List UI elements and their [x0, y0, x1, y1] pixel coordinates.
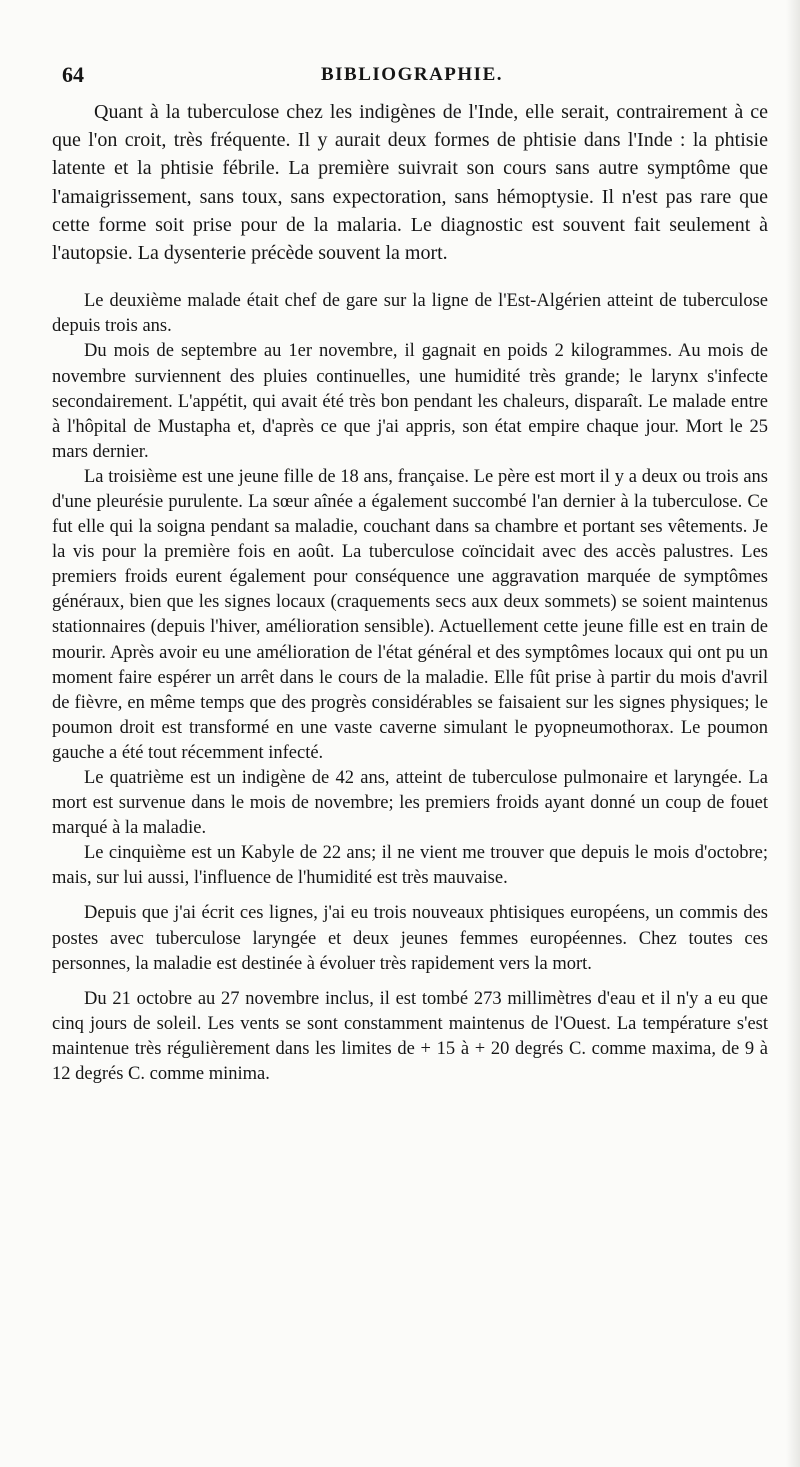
page-header: [62, 62, 762, 92]
paragraph-weather: Du 21 octobre au 27 novembre inclus, il est tombé 273 millimètres d'eau et il n'y a eu que cinq jours de soleil. Les vents se sont constamment maintenus de l'Ouest. La température s'est maintenue très régulièrement dans les limites de + 15 à + 20 degrés C. comme maxima, de 9 à 12 degrés C. comme minima.: [52, 988, 768, 1085]
case-reports: [52, 289, 768, 1087]
paragraph-second-patient: Le deuxième malade était chef de gare sur la ligne de l'Est-Algérien atteint de tuberculose depuis trois ans.: [52, 291, 768, 337]
page-edge-shadow: [786, 0, 800, 1467]
page-number: 64: [62, 62, 84, 87]
page-body: [52, 98, 768, 1087]
paragraph-intro: Quant à la tuberculose chez les indigènes de l'Inde, elle serait, contrairement à ce que l'on croit, très fréquente. Il y aurait deux formes de phtisie dans l'Inde : la phtisie latente et la phtisie fébrile. La première suivrait son cours sans autre symptôme que l'amaigrissement, sans toux, sans expectoration, sans hémoptysie. Il n'est pas rare que cette forme soit prise pour de la malaria. Le diagnostic est souvent fait seulement à l'autopsie. La dysenterie précède souvent la mort.: [52, 101, 768, 265]
running-head: BIBLIOGRAPHIE.: [320, 64, 503, 85]
paragraph-second-patient-course: Du mois de septembre au 1er novembre, il gagnait en poids 2 kilogrammes. Au mois de novembre surviennent des pluies continuelles, une humidité très grande; le larynx s'infecte secondairement. L'appétit, qui avait été très bon pendant les chaleurs, disparaît. Le malade entre à l'hôpital de Mustapha et, d'après ce que j'ai appris, son état empire chaque jour. Mort le 25 mars dernier.: [52, 341, 768, 462]
paragraph-new-cases: Depuis que j'ai écrit ces lignes, j'ai eu trois nouveaux phtisiques européens, un commis des postes avec tuberculose laryngée et deux jeunes femmes européennes. Chez toutes ces personnes, la maladie est destinée à évoluer très rapidement vers la mort.: [52, 903, 768, 974]
paragraph-fifth-patient: Le cinquième est un Kabyle de 22 ans; il ne vient me trouver que depuis le mois d'octobre; mais, sur lui aussi, l'influence de l'humidité est très mauvaise.: [52, 843, 768, 889]
paragraph-fourth-patient: Le quatrième est un indigène de 42 ans, atteint de tuberculose pulmonaire et laryngée. La mort est survenue dans le mois de novembre; les premiers froids ayant donné un coup de fouet marqué à la maladie.: [52, 768, 768, 839]
paragraph-third-patient: La troisième est une jeune fille de 18 ans, française. Le père est mort il y a deux ou trois ans d'une pleurésie purulente. La sœur aînée a également succombé l'an dernier à la tuberculose. Ce fut elle qui la soigna pendant sa maladie, couchant dans sa chambre et portant ses vêtements. Je la vis pour la première fois en août. La tuberculose coïncidait avec des accès palustres. Les premiers froids eurent également pour conséquence une aggravation marquée de symptômes généraux, bien que les signes locaux (craquements secs aux deux sommets) se soient maintenus stationnaires (depuis l'hiver, amélioration sensible). Actuellement cette jeune fille est en train de mourir. Après avoir eu une amélioration de l'état général et des symptômes locaux qui ont pu un moment faire espérer un arrêt dans le cours de la maladie. Elle fût prise à partir du mois d'avril de fièvre, en même temps que des progrès considérables se faisaient sur les signes physiques; le poumon droit est transformé en une vaste caverne simulant le pyopneumothorax. Le poumon gauche a été tout récemment infecté.: [52, 466, 768, 763]
